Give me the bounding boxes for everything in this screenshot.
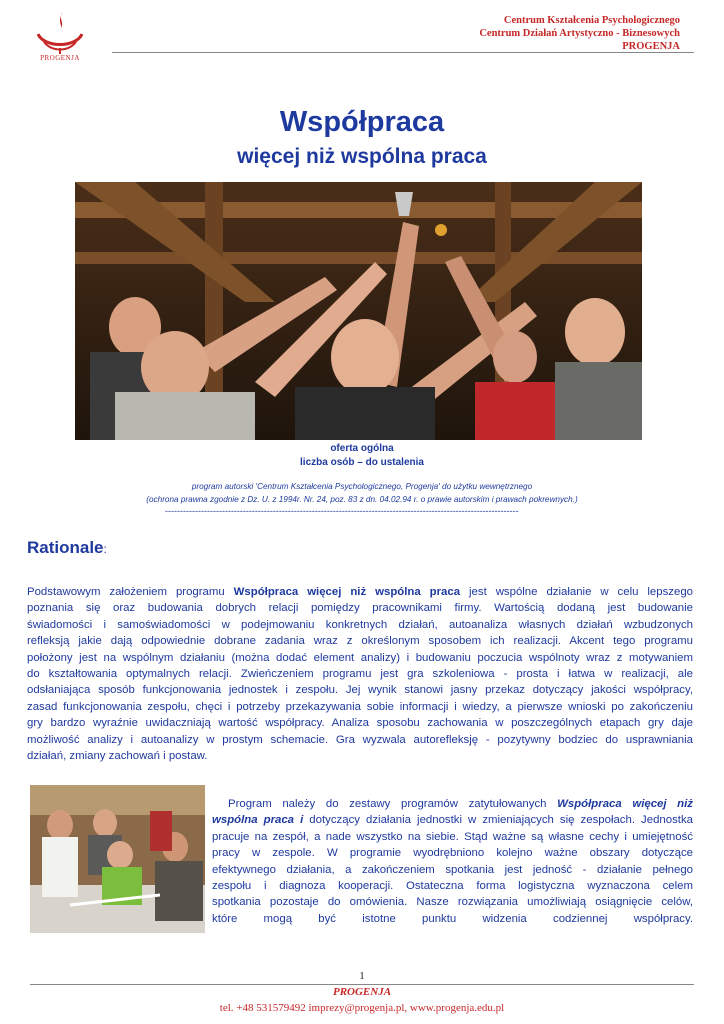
section-heading-text: Rationale (27, 538, 104, 557)
participants-count: liczba osób – do ustalenia (300, 457, 424, 468)
text-run: Program należy do zestawy programów zatytułowanych (228, 798, 558, 810)
section-heading-colon: : (103, 542, 107, 556)
text-run: dotyczący działania jednostki w zmieniających się zespołach. Jednostka (303, 814, 693, 827)
rationale-paragraph (27, 584, 693, 764)
paragraph-line: efektywnego działania, a zakończeniem spotkania jest jedność - działanie pełnego (212, 863, 693, 876)
copyright-line: program autorski 'Centrum Kształcenia Psychologicznego, Progenja' do użytku wewnętrznego (191, 482, 533, 491)
footer-divider (30, 984, 694, 985)
paragraph-line: refleksją jakie dają odpowiednie dobrane zadania wraz z określonym sposobem ich realizacji. Akcent tego programu (27, 635, 693, 648)
section-heading (27, 538, 107, 558)
paragraph-line: zasad funkcjonowania zespołu, chęci i potrzeby przekazywania sobie informacji i wiedzy, a pierwsze wnioski po zakończeniu (27, 700, 693, 713)
team-trophy-photo (75, 182, 642, 440)
paragraph-line: możliwość analizy i autoanalizy w prostym schemacie. Gra wyzwala autorefleksję - pozytywny bodziec do usprawniania (27, 733, 693, 746)
text-run: Podstawowym założeniem programu (27, 586, 234, 598)
paragraph-line: spotkania pozostaje do omówienia. Nasze rozwiązania umożliwiają osiągnięcie celów, (212, 896, 693, 909)
paragraph-line: pracy w zespole. W programie wyodrębniono kolejno ważne obszary dotyczące (212, 847, 693, 860)
header-divider (112, 52, 694, 53)
organization-block (479, 14, 680, 53)
text-run: jest wspólne działanie w celu lepszego (460, 586, 693, 598)
program-name: Współpraca więcej niż (557, 798, 694, 810)
paragraph-line: działań, zmiany zachowań i postaw. (27, 749, 208, 762)
program-name: wspólna praca i (212, 814, 304, 827)
paragraph-line: świadomości i samoświadomości w podejmowaniu konkretnych działań, autoanaliza własnych działań wzbudzonych (27, 618, 693, 631)
paragraph-line: zespołu i diagnoza kooperacji. Ostateczna forma logistyczna wyznaczona celem (212, 879, 693, 892)
program-name: Współpraca więcej niż wspólna praca (233, 586, 461, 598)
footer-brand: PROGENJA (332, 986, 392, 998)
paragraph-line: do kształtowania optymalnych relacji. Zwieńczeniem programu jest gra szkoleniowa - prosta i łatwa w realizacji, ale (27, 667, 693, 680)
logo-text: PROGENJA (40, 54, 80, 62)
dashed-divider: ---------------------------------------------------------------------------------------------------------------------- (165, 506, 519, 516)
paragraph-line: które mogą być istotne punktu widzenia codziennej współpracy. (212, 912, 693, 925)
offer-type: oferta ogólna (330, 443, 394, 454)
paragraph-line (27, 584, 693, 600)
team-game-photo (30, 785, 205, 933)
paragraph-line: poznania się oraz budowania dobrych relacji pomiędzy pracownikami firmy. Wartością dodaną jest budowanie (27, 602, 693, 615)
paragraph-line (212, 796, 693, 812)
org-line: Centrum Kształcenia Psychologicznego (503, 15, 680, 26)
paragraph-line: położony jest na wspólnym działaniu (można dodać element analizy) i budowaniu poczucia wspólnoty wraz z motywaniem (27, 651, 693, 664)
program-description-paragraph (212, 796, 693, 927)
copyright-legal: (ochrona prawna zgodnie z Dz. U. z 1994r. Nr. 24, poz. 83 z dn. 04.02.94 r. o prawie autorskim i prawach pokrewnych.) (146, 495, 578, 504)
org-line: Centrum Działań Artystyczno - Biznesowych (479, 28, 680, 39)
paragraph-line: gry bardzo wyraźnie uwidaczniają wartość współpracy. Analiza sposobu zachowania w poszczególnych etapach gry daje (27, 717, 693, 730)
page-number: 1 (359, 970, 365, 982)
paragraph-line: odsłaniająca sposób funkcjonowania jednostek i zespołu. Jej wynik stanowi jasny przekaz dotyczący jakości współpracy, (27, 684, 693, 697)
paragraph-line (212, 812, 693, 828)
org-line: PROGENJA (622, 41, 680, 52)
page-title: Współpraca (279, 106, 445, 138)
footer-contact[interactable]: tel. +48 531579492 imprezy@progenja.pl, www.progenja.edu.pl (219, 1002, 505, 1014)
paragraph-line: pracuje na zespół, a nade wszystko na siebie. Stąd ważne są własne cechy i umiejętność (212, 830, 693, 843)
page-subtitle: więcej niż wspólna praca (237, 145, 487, 168)
